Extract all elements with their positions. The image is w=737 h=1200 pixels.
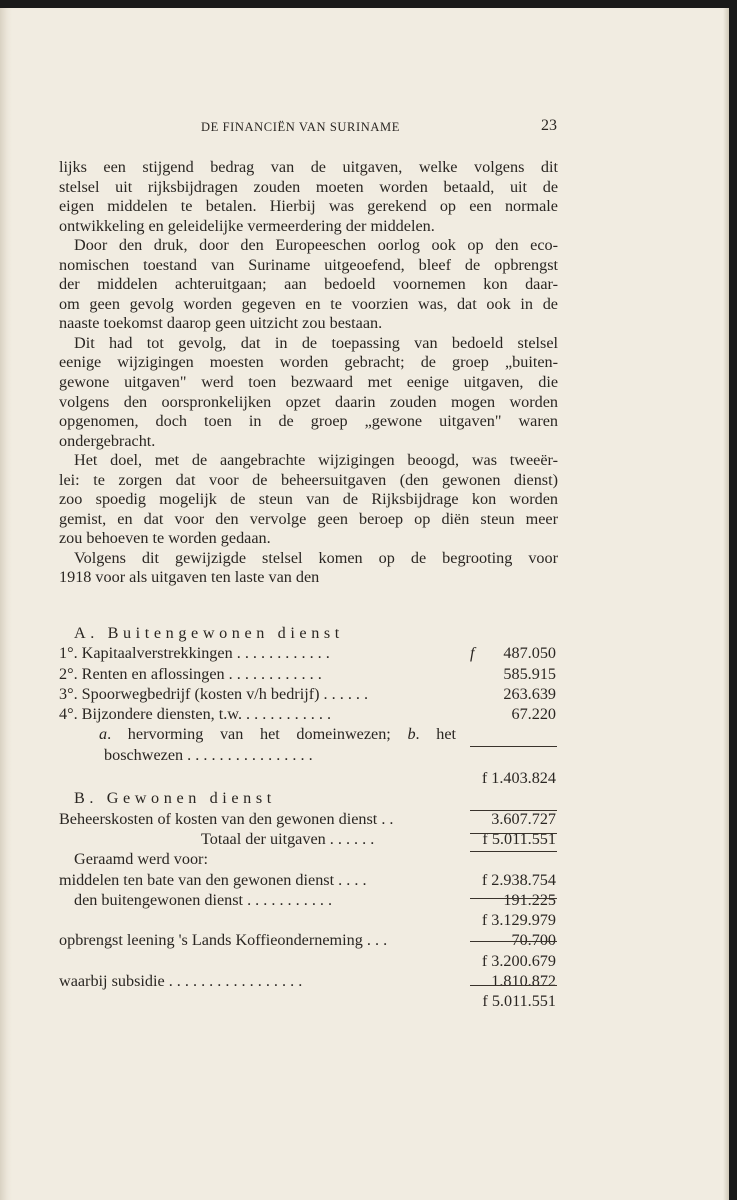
running-header: DE FINANCIËN VAN SURINAME [201,120,400,134]
text-line: volgens den oorspronkelijken opzet daarin zouden mogen worden [59,392,558,411]
text-line: eigen middelen te betalen. Hierbij was gerekend op een normale [59,197,558,216]
text-line: Dit had tot gevolg, dat in de toepassing van bedoeld stelsel [74,333,558,352]
amount: f 2.938.754 [481,870,556,889]
amount: 263.639 [503,684,556,703]
amount: 585.915 [503,664,556,683]
sub-item: boschwezen . . . . . . . . . . . . . . . . [104,745,313,764]
text-line: nomischen toestand van Suriname uitgeoefend, bleef de opbrengst [59,255,558,274]
sub-item: a. hervorming van het domeinwezen; b. het [99,725,456,744]
subtotal-row [59,910,558,930]
amount: f 3.200.679 [481,951,556,970]
section-heading: Geraamd werd voor: [74,850,208,869]
currency-sign: f [470,644,475,663]
text-line: 1918 voor als uitgaven ten laste van den [59,568,320,587]
text-line: stelsel uit rijksbijdragen zouden moeten worden betaald, uit de [59,177,558,196]
book-page [0,8,729,1200]
text-line: gewone uitgaven" werd toen bezwaard met eenige uitgaven, die [59,373,558,392]
table-row: 1°. Kapitaalverstrekkingen . . . . . . . . . . . . f 487.050 [59,644,556,663]
amount: 487.050 [503,644,556,663]
table-row: opbrengst leening 's Lands Koffieonderneming . . . 70.700 [59,931,556,950]
text-line: opgenomen, doch toen in de groep „gewone uitgaven" waren [59,412,558,431]
text-line: eenige wijzigingen moesten worden gebracht; de groep „buiten- [59,353,558,372]
text-line: om geen gevolg worden gegeven en te voorzien was, dat ook in de [59,294,558,313]
page-gutter [0,8,12,1200]
text-line: Volgens dit gewijzigde stelsel komen op de begrooting voor [74,548,558,567]
text-line: zou behoeven te worden gedaan. [59,529,271,548]
text-line: lei: te zorgen dat voor de beheersuitgaven (den gewonen dienst) [59,470,558,489]
amount: 3.607.727 [491,809,556,828]
amount: f 5.011.551 [482,992,556,1011]
subtotal-row [59,951,558,971]
budget-table [59,623,558,1012]
sum-rule [470,985,557,986]
sum-rule [470,810,557,811]
section-heading: B. Gewonen dienst [74,789,276,808]
subtotal-row [59,768,558,788]
table-row: 4°. Bijzondere diensten, t.w. . . . . . . . . . . . 67.220 [59,705,556,724]
grand-total-row [59,991,558,1011]
text-line: lijks een stijgend bedrag van de uitgaven, welke volgens dit [59,158,558,176]
page-number: 23 [541,117,557,134]
amount: f 3.129.979 [481,911,556,930]
text-line: ondergebracht. [59,431,156,450]
section-heading: A. Buitengewonen dienst [74,624,344,642]
table-row: waarbij subsidie . . . . . . . . . . . . . . . . . 1.810.872 [59,972,556,991]
amount: 191.225 [503,890,556,909]
sum-rule [470,851,557,852]
sum-rule [470,898,557,899]
text-line: Door den druk, door den Europeeschen oorlog ook op den eco- [74,236,558,255]
body-text [59,158,558,588]
table-row: middelen ten bate van den gewonen dienst . . . . f 2.938.754 [59,870,556,889]
table-row: Beheerskosten of kosten van den gewonen dienst . . 3.607.727 [59,809,556,828]
sum-rule [470,833,557,834]
amount: f 5.011.551 [482,829,556,848]
table-row: 3°. Spoorwegbedrijf (kosten v/h bedrijf) . . . . . . 263.639 [59,684,556,703]
text-line: der middelen achteruitgaan; aan bedoeld voornemen kon daar- [59,275,558,294]
text-line: naaste toekomst daarop geen uitzicht zou bestaan. [59,314,383,333]
text-line: ontwikkeling en geleidelijke vermeerdering der middelen. [59,216,435,235]
total-row: Totaal der uitgaven . . . . . . f 5.011.551 [201,829,556,848]
text-line: gemist, en dat voor den vervolge geen beroep op diën steun meer [59,509,558,528]
text-line: zoo spoedig mogelijk de steun van de Rijksbijdrage kon worden [59,490,558,509]
table-row: den buitengewonen dienst . . . . . . . . . . . 191.225 [74,890,556,909]
amount: 1.810.872 [491,972,556,991]
amount: f 1.403.824 [481,769,556,788]
amount: 67.220 [511,705,556,724]
sum-rule [470,941,557,942]
sum-rule [470,746,557,747]
text-line: Het doel, met de aangebrachte wijzigingen beoogd, was tweeër- [74,451,558,470]
page-edge [723,8,729,1200]
table-row: 2°. Renten en aflossingen . . . . . . . . . . . . 585.915 [59,664,556,683]
amount: 70.700 [511,931,556,950]
